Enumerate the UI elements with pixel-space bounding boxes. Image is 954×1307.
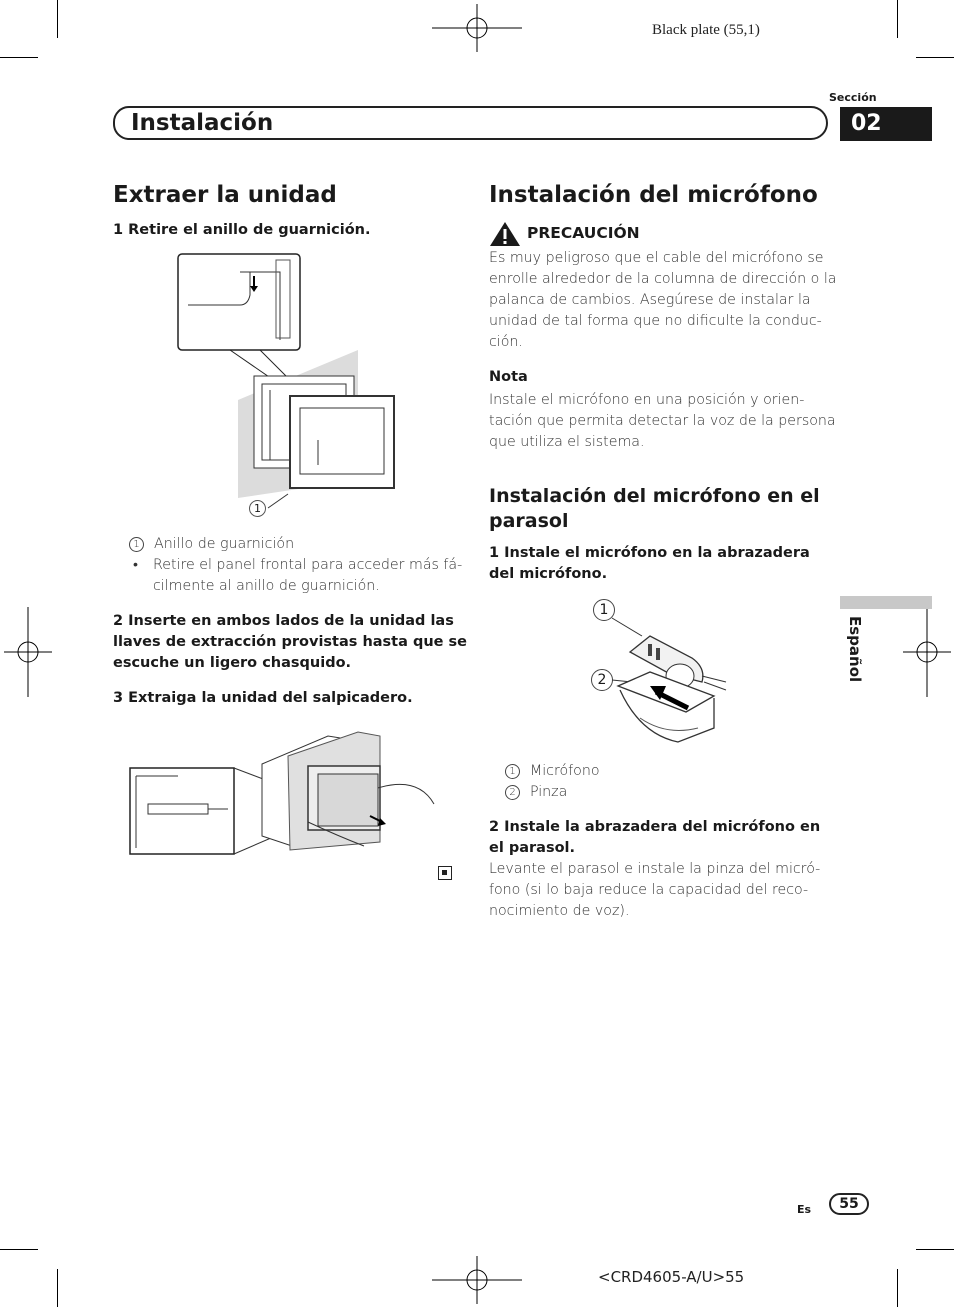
crop-mark — [897, 1269, 898, 1307]
step-2-line-1: 2 Inserte en ambos lados de la unidad las — [113, 613, 454, 629]
step-2-right-line-1: 2 Instale la abrazadera del micrófono en — [489, 819, 821, 835]
subtitle-line-1: Instalación del micrófono en el — [489, 485, 820, 507]
step-3-left: 3 Extraiga la unidad del salpicadero. — [113, 690, 413, 706]
note-line-1: Instale el micrófono en una posición y orien- — [489, 392, 805, 408]
step-1-left: 1 Retire el anillo de guarnición. — [113, 222, 371, 238]
plate-label: Black plate (55,1) — [652, 22, 760, 38]
section-label: Sección — [829, 91, 877, 104]
callout-number: 1 — [129, 537, 144, 552]
page-number: 55 — [829, 1193, 869, 1215]
doc-code: <CRD4605-A/U>55 — [598, 1268, 745, 1286]
step-2-body-1: Levante el parasol e instale la pinza del micró- — [489, 861, 821, 877]
step-2-body-3: nocimiento de voz). — [489, 903, 630, 919]
note-line-2: tación que permita detectar la voz de la persona — [489, 413, 836, 429]
step-2-line-2: llaves de extracción provistas hasta que se — [113, 634, 467, 650]
caution-line-5: ción. — [489, 334, 523, 350]
step-2-line-3: escuche un ligero chasquido. — [113, 655, 352, 671]
page-title-right: Instalación del micrófono — [489, 182, 818, 208]
legend-text: Pinza — [530, 784, 568, 800]
crop-mark — [0, 1249, 38, 1250]
caution-line-3: palanca de cambios. Asegúrese de instalar la — [489, 292, 811, 308]
bullet-line-2: cilmente al anillo de guarnición. — [153, 578, 380, 594]
caution-line-1: Es muy peligroso que el cable del micrófono se — [489, 250, 824, 266]
registration-mark — [4, 607, 52, 697]
callout-number: 2 — [505, 785, 520, 800]
crop-mark — [916, 1249, 954, 1250]
microphone-clip-illustration — [610, 610, 730, 750]
crop-mark — [0, 57, 38, 58]
step-1-right-line-1: 1 Instale el micrófono en la abrazadera — [489, 545, 810, 561]
unit-removal-illustration — [128, 726, 448, 858]
legend-item-1 — [129, 534, 294, 555]
caution-line-4: unidad de tal forma que no dificulte la conduc- — [489, 313, 822, 329]
callout-1-left: 1 — [249, 500, 266, 517]
bullet-marker: • — [133, 557, 138, 573]
note-label: Nota — [489, 369, 528, 385]
caution-label: PRECAUCIÓN — [527, 224, 640, 242]
page-title-left: Extraer la unidad — [113, 182, 337, 208]
legend-text: Micrófono — [530, 763, 600, 779]
callout-1-mic: 1 — [593, 599, 615, 621]
callout-2-clip: 2 — [591, 669, 613, 691]
legend-text: Anillo de guarnición — [154, 536, 295, 552]
legend-mic — [505, 761, 600, 782]
registration-mark — [432, 1256, 522, 1304]
section-number: 02 — [840, 107, 932, 141]
bullet-line-1: Retire el panel frontal para acceder más fá- — [153, 557, 463, 573]
language-label: Español — [846, 616, 864, 683]
note-line-3: que utiliza el sistema. — [489, 434, 645, 450]
chapter-title: Instalación — [131, 110, 274, 136]
warning-icon — [489, 221, 521, 247]
language-code: Es — [797, 1203, 812, 1216]
crop-mark — [57, 1269, 58, 1307]
registration-mark — [432, 4, 522, 52]
callout-number: 1 — [505, 764, 520, 779]
language-tab — [840, 596, 932, 609]
step-2-right-line-2: el parasol. — [489, 840, 576, 856]
subtitle-line-2: parasol — [489, 510, 569, 532]
step-1-right-line-2: del micrófono. — [489, 566, 608, 582]
crop-mark — [916, 57, 954, 58]
end-mark — [438, 866, 452, 880]
crop-mark — [57, 0, 58, 38]
trim-ring-illustration — [170, 250, 400, 522]
crop-mark — [897, 0, 898, 38]
registration-mark — [903, 607, 951, 697]
legend-clip — [505, 782, 567, 803]
caution-line-2: enrolle alrededor de la columna de dirección o la — [489, 271, 837, 287]
step-2-body-2: fono (si lo baja reduce la capacidad del reco- — [489, 882, 809, 898]
